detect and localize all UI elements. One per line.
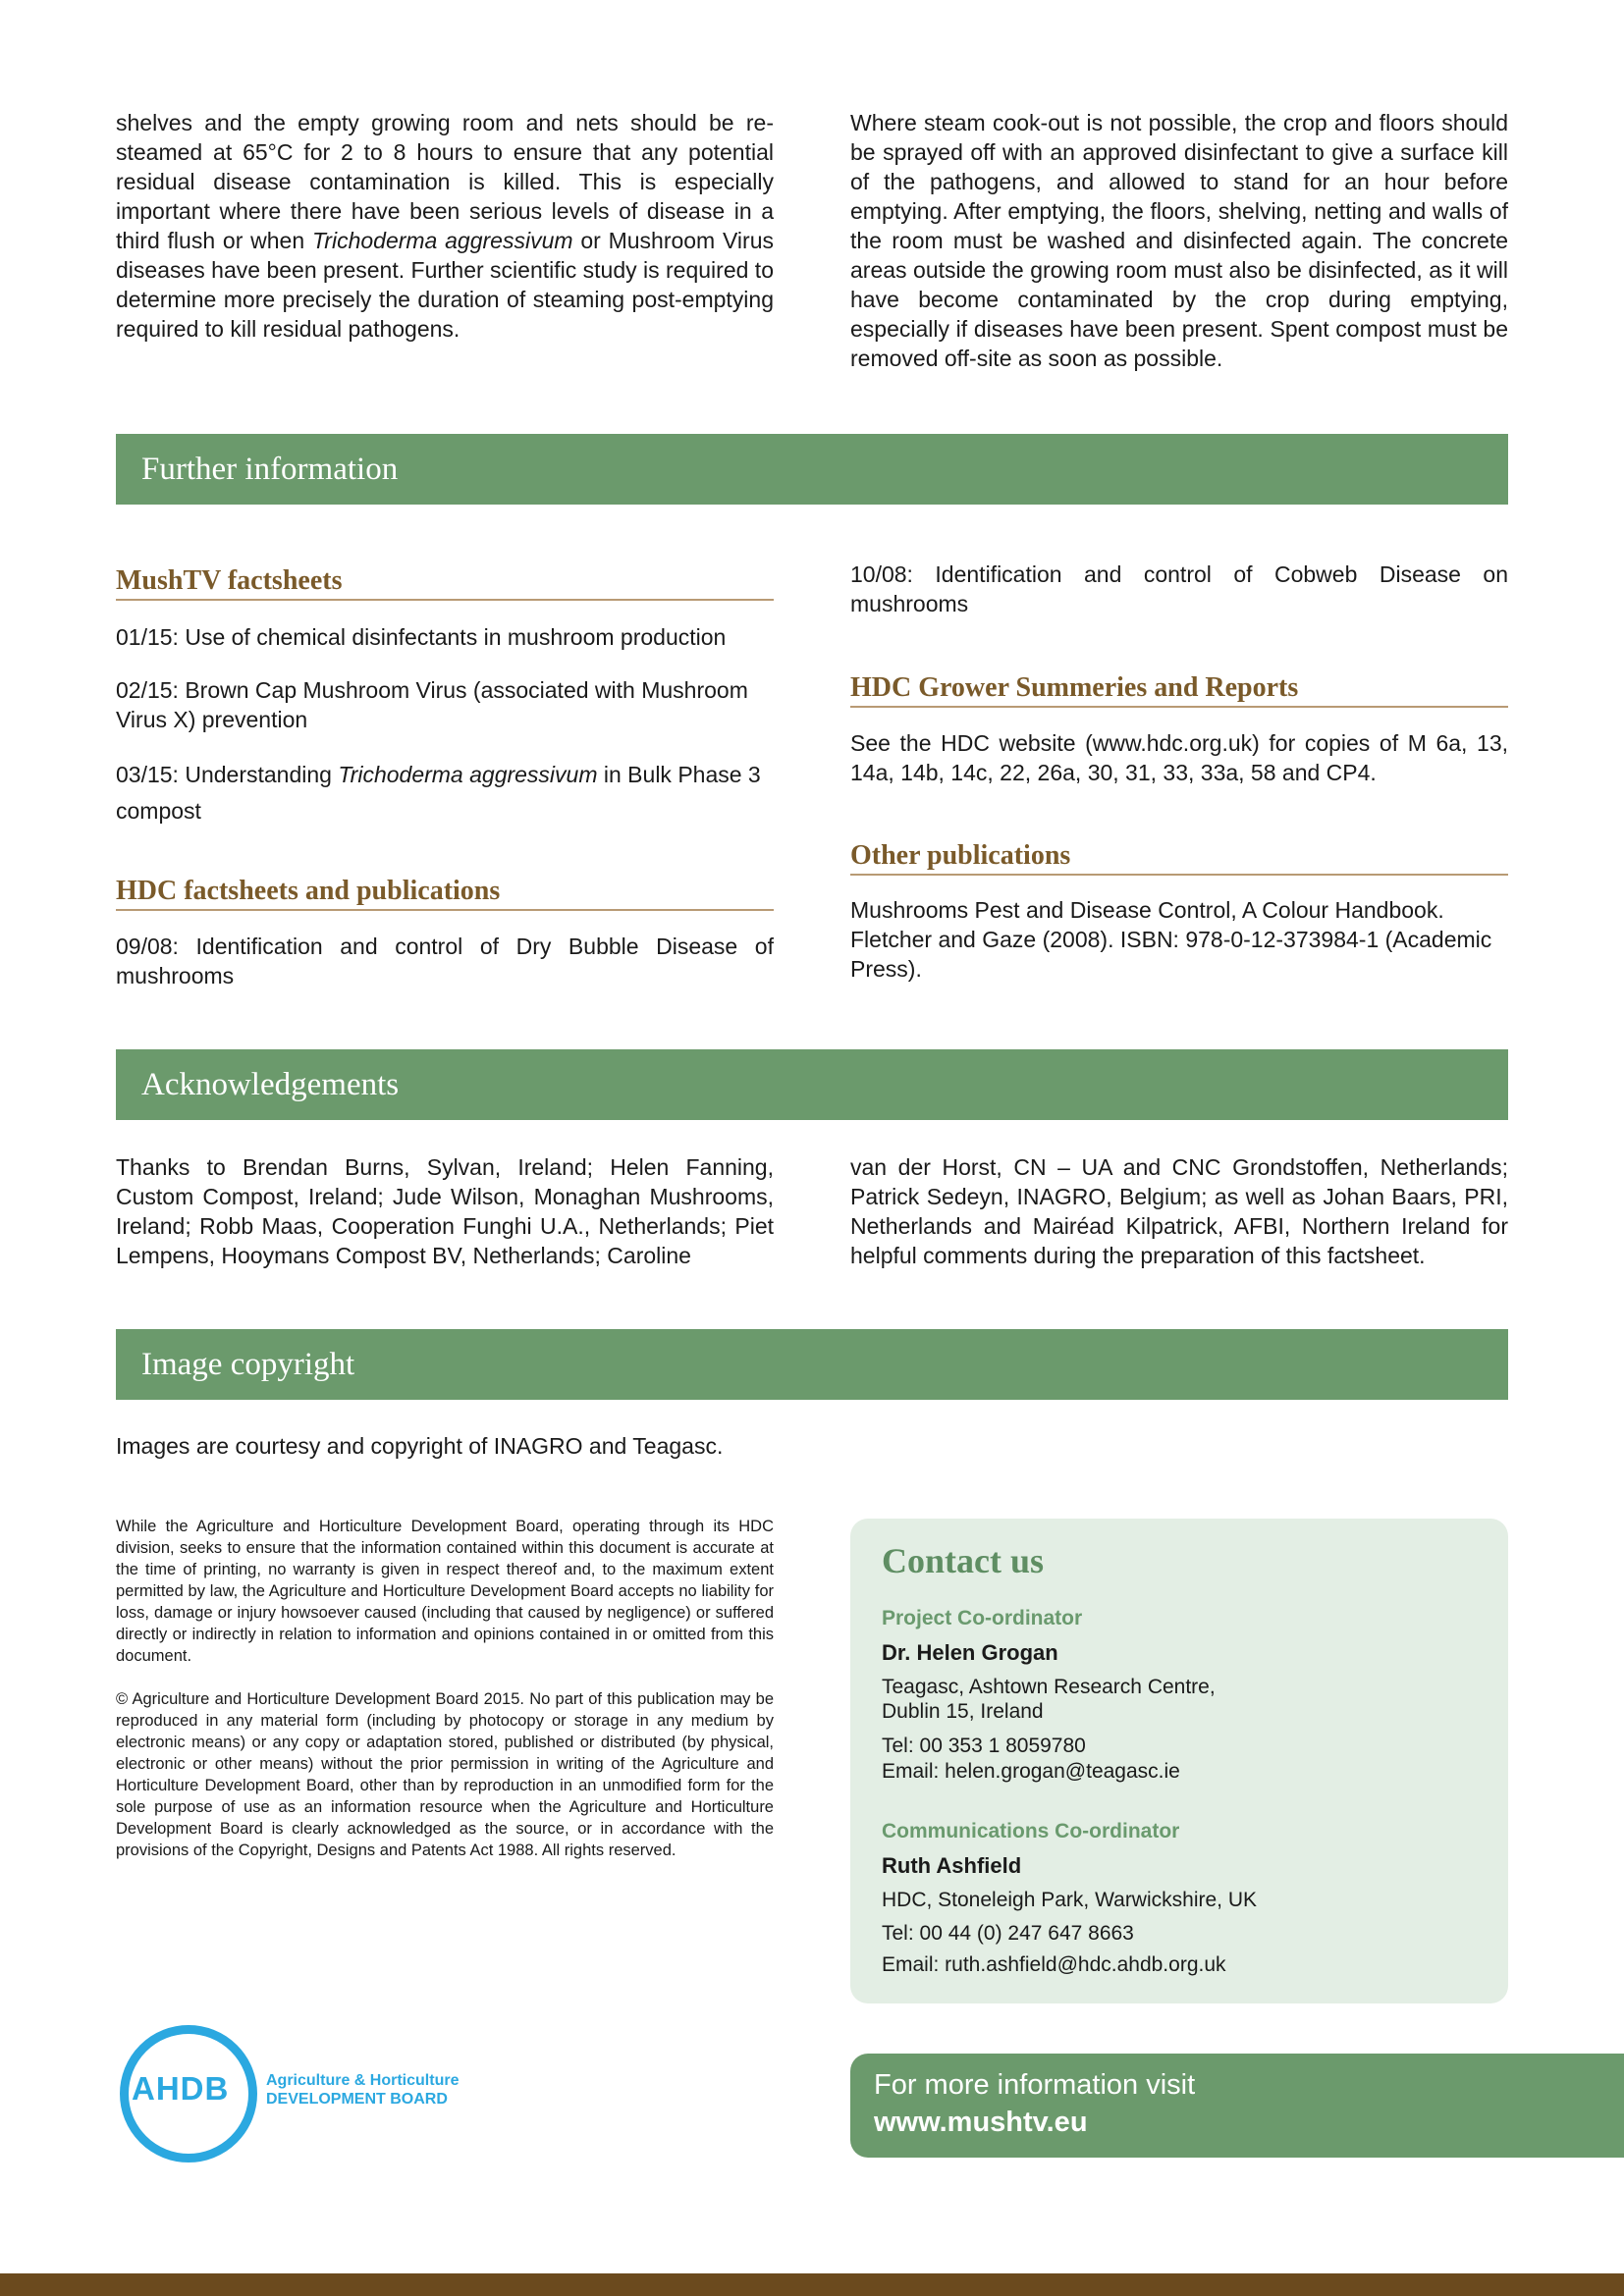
project-address-line-1: Teagasc, Ashtown Research Centre,	[882, 1676, 1216, 1698]
mushtv-item-3-italic: Trichoderma aggressivum	[338, 762, 598, 787]
hdc-factsheets-heading: HDC factsheets and publications	[116, 876, 774, 911]
other-publications-heading: Other publications	[850, 840, 1508, 876]
ahdb-logo-line-1: Agriculture & Horticulture	[266, 2072, 460, 2089]
project-coordinator-role: Project Co-ordinator	[882, 1607, 1083, 1629]
image-copyright-banner: Image copyright	[116, 1329, 1508, 1400]
ahdb-logo-acronym: AHDB	[132, 2070, 230, 2107]
mushtv-factsheets-heading: MushTV factsheets	[116, 565, 774, 601]
mushtv-item-2: 02/15: Brown Cap Mushroom Virus (associated with Mushroom Virus X) prevention	[116, 677, 748, 732]
more-info-box	[850, 2054, 1624, 2158]
further-information-banner: Further information	[116, 434, 1508, 505]
acknowledgements-banner: Acknowledgements	[116, 1049, 1508, 1120]
mushtv-item-3	[116, 757, 774, 829]
mushtv-item-3-post: in Bulk Phase 3 compost	[116, 762, 761, 824]
communications-address: HDC, Stoneleigh Park, Warwickshire, UK	[882, 1889, 1257, 1911]
project-coordinator-name: Dr. Helen Grogan	[882, 1640, 1058, 1665]
project-email: Email: helen.grogan@teagasc.ie	[882, 1760, 1180, 1783]
more-info-url-link[interactable]: www.mushtv.eu	[874, 2107, 1088, 2138]
communications-email: Email: ruth.ashfield@hdc.ahdb.org.uk	[882, 1953, 1226, 1976]
image-copyright-text: Images are courtesy and copyright of INAGRO and Teagasc.	[116, 1433, 724, 1459]
acknowledgements-left: Thanks to Brendan Burns, Sylvan, Ireland; Helen Fanning, Custom Compost, Ireland; Jude Wilson, Monaghan Mushrooms, Ireland; Robb Maas, Cooperation Funghi U.A., Netherlands; Piet Lempens, Hooymans Compost BV, Netherlands; Caroline	[116, 1154, 774, 1268]
footer-bar	[0, 2273, 1624, 2296]
contact-box	[850, 1519, 1508, 2003]
intro-left-text-2: or Mushroom Virus diseases have been present. Further scientific study is required to determine more precisely the duration of steaming post-emptying required to kill residual pathogens.	[116, 228, 774, 342]
disclaimer-paragraph-2: © Agriculture and Horticulture Development Board 2015. No part of this publication may be reproduced in any material form (including by photocopy or storage in any medium by electronic means) or any copy or adaptation stored, published or distributed (by physical, electronic or other means) without the prior permission in writing of the Agriculture and Horticulture Development Board, other than by reproduction in an unmodified form for the sole purpose of use as an information resource when the Agriculture and Horticulture Development Board is clearly acknowledged as the source, or in accordance with the provisions of the Copyright, Designs and Patents Act 1988. All rights reserved.	[116, 1690, 774, 1859]
hdc-item-2: 10/08: Identification and control of Cobweb Disease on mushrooms	[850, 561, 1508, 616]
communications-coordinator-role: Communications Co-ordinator	[882, 1820, 1180, 1842]
grower-summaries-text: See the HDC website (www.hdc.org.uk) for copies of M 6a, 13, 14a, 14b, 14c, 22, 26a, 30, 31, 33, 33a, 58 and CP4.	[850, 730, 1508, 785]
communications-coordinator-name: Ruth Ashfield	[882, 1853, 1022, 1878]
hdc-item-1: 09/08: Identification and control of Dry Bubble Disease of mushrooms	[116, 934, 774, 988]
other-publications-text: Mushrooms Pest and Disease Control, A Colour Handbook. Fletcher and Gaze (2008). ISBN: 978-0-12-373984-1 (Academic Press).	[850, 897, 1492, 982]
acknowledgements-right: van der Horst, CN – UA and CNC Grondstoffen, Netherlands; Patrick Sedeyn, INAGRO, Belgium; as well as Johan Baars, PRI, Netherlands and Mairéad Kilpatrick, AFBI, Northern Ireland for helpful comments during the preparation of this factsheet.	[850, 1154, 1508, 1268]
project-tel: Tel: 00 353 1 8059780	[882, 1735, 1086, 1757]
project-address-line-2: Dublin 15, Ireland	[882, 1700, 1044, 1723]
more-info-label: For more information visit	[874, 2069, 1196, 2101]
grower-summaries-heading: HDC Grower Summeries and Reports	[850, 672, 1508, 708]
intro-left-text-1: shelves and the empty growing room and nets should be re-steamed at 65°C for 2 to 8 hours to ensure that any potential residual disease contamination is killed. This is especially important where there have been serious levels of disease in a third flush or when	[116, 110, 774, 253]
ahdb-logo-line-2: DEVELOPMENT BOARD	[266, 2091, 448, 2108]
disclaimer-paragraph-1: While the Agriculture and Horticulture Development Board, operating through its HDC division, seeks to ensure that the information contained within this document is accurate at the time of printing, no warranty is given in respect thereof and, to the maximum extent permitted by law, the Agriculture and Horticulture Development Board accepts no liability for loss, damage or injury howsoever caused (including that caused by negligence) or suffered directly or indirectly in relation to information and opinions contained in or omitted from this document.	[116, 1518, 774, 1665]
contact-title: Contact us	[882, 1541, 1045, 1580]
intro-left-paragraph	[116, 108, 774, 344]
mushtv-item-3-pre: 03/15: Understanding	[116, 762, 339, 787]
mushtv-item-1: 01/15: Use of chemical disinfectants in mushroom production	[116, 624, 727, 650]
communications-tel: Tel: 00 44 (0) 247 647 8663	[882, 1922, 1134, 1945]
intro-right-paragraph: Where steam cook-out is not possible, the crop and floors should be sprayed off with an approved disinfectant to give a surface kill of the pathogens, and allowed to stand for an hour before emptying. After emptying, the floors, shelving, netting and walls of the room must be washed and disinfected again. The concrete areas outside the growing room must also be disinfected, as it will have become contaminated by the crop during emptying, especially if diseases have been present. Spent compost must be removed off-site as soon as possible.	[850, 110, 1508, 371]
intro-left-italic: Trichoderma aggressivum	[311, 228, 573, 253]
